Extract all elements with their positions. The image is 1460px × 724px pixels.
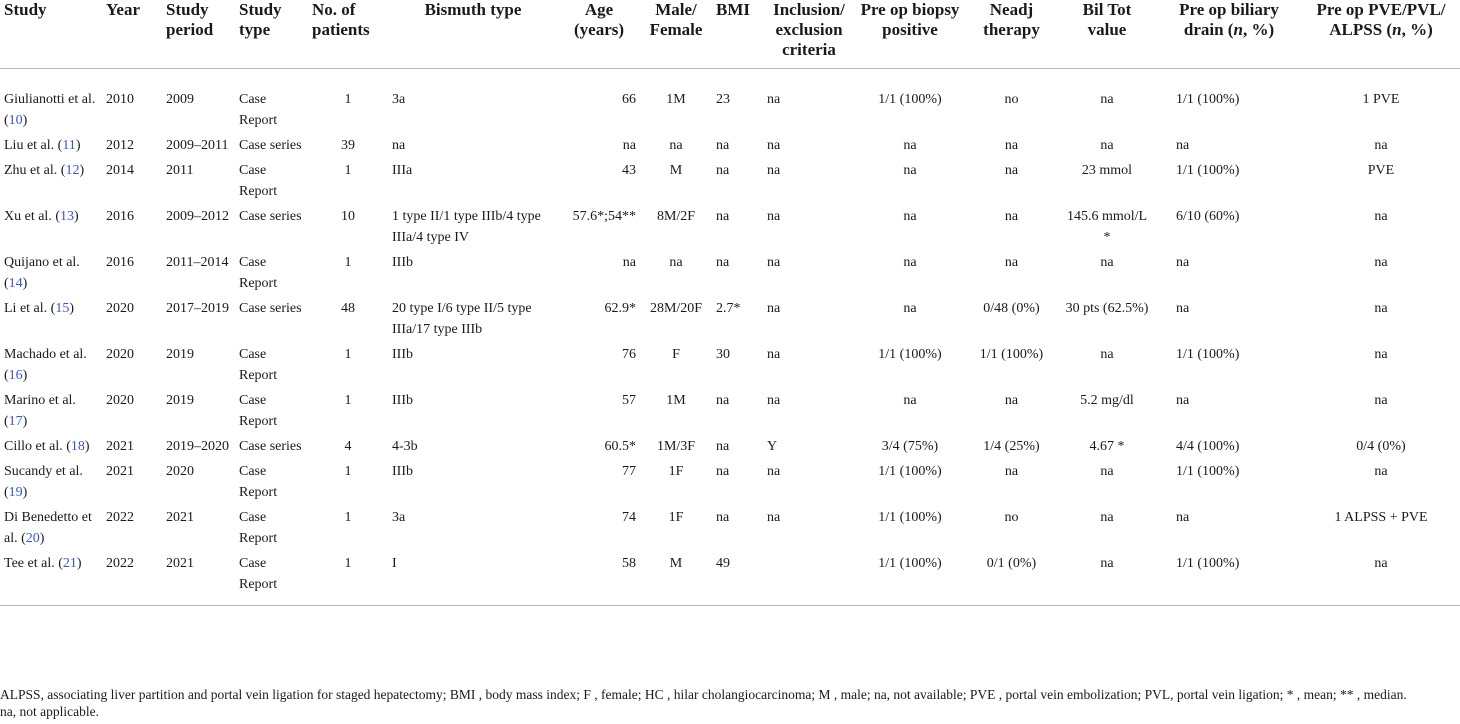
cell-neoadj: 1/1 (100%) bbox=[979, 347, 1044, 362]
cell-patients: 10 bbox=[341, 209, 355, 224]
cell-age: 66 bbox=[622, 92, 636, 107]
cell-drain: 1/1 (100%) bbox=[1176, 464, 1240, 479]
cell-bismuth: IIIb bbox=[392, 464, 413, 479]
cell-neoadj: 1/4 (25%) bbox=[983, 439, 1040, 454]
cell-drain: 4/4 (100%) bbox=[1176, 439, 1240, 454]
cell-period: 2019 bbox=[166, 347, 194, 362]
study-name: Quijano et al. bbox=[4, 255, 80, 270]
reference-link[interactable]: 19 bbox=[8, 485, 23, 500]
cell-bil: 4.67 * bbox=[1089, 439, 1125, 454]
cell-study: Xu et al. (13) bbox=[4, 209, 79, 224]
cell-study: Machado et al. (16) bbox=[4, 347, 87, 383]
reference-link[interactable]: 20 bbox=[25, 531, 40, 546]
study-name: Tee et al. bbox=[4, 556, 55, 571]
study-name: Sucandy et al. bbox=[4, 464, 83, 479]
study-name: Zhu et al. bbox=[4, 163, 58, 178]
cell-drain: 1/1 (100%) bbox=[1176, 163, 1240, 178]
cell-age: 57.6*;54** bbox=[572, 209, 636, 224]
col-header-criteria: Inclusion/ exclusion criteria bbox=[773, 0, 845, 59]
cell-biopsy: 1/1 (100%) bbox=[878, 510, 942, 525]
cell-period: 2017–2019 bbox=[166, 301, 229, 316]
study-name: Giulianotti et al. bbox=[4, 92, 96, 107]
cell-study: Marino et al. (17) bbox=[4, 393, 76, 429]
cell-criteria: na bbox=[767, 255, 781, 270]
cell-neoadj: na bbox=[1004, 393, 1019, 408]
cell-criteria: Y bbox=[767, 439, 778, 454]
cell-criteria: na bbox=[767, 301, 781, 316]
cell-bismuth: IIIb bbox=[392, 347, 413, 362]
cell-bmi: 2.7* bbox=[716, 301, 741, 316]
cell-biopsy: na bbox=[903, 163, 917, 178]
cell-bismuth: 3a bbox=[392, 510, 406, 525]
cell-sex: 1M/3F bbox=[656, 439, 696, 454]
cell-biopsy: na bbox=[903, 393, 917, 408]
table-row bbox=[0, 252, 1460, 298]
cell-age: 77 bbox=[622, 464, 636, 479]
cell-pve: na bbox=[1374, 209, 1388, 224]
cell-sex: na bbox=[669, 255, 683, 270]
cell-year: 2014 bbox=[106, 163, 134, 178]
cell-study: Liu et al. (11) bbox=[4, 138, 81, 153]
cell-criteria: na bbox=[767, 510, 781, 525]
cell-patients: 1 bbox=[344, 556, 352, 571]
cell-age: na bbox=[622, 138, 636, 153]
cell-period: 2019–2020 bbox=[166, 439, 229, 454]
table-row bbox=[0, 553, 1460, 606]
cell-biopsy: 1/1 (100%) bbox=[878, 464, 942, 479]
cell-biopsy: 3/4 (75%) bbox=[881, 439, 939, 454]
cell-period: 2009–2011 bbox=[166, 138, 229, 153]
cell-bil: 30 pts (62.5%) bbox=[1065, 301, 1149, 316]
cell-age: 62.9* bbox=[604, 301, 636, 316]
cell-bmi: na bbox=[716, 163, 730, 178]
cell-period: 2009–2012 bbox=[166, 209, 229, 224]
cell-sex: 1M bbox=[666, 92, 686, 107]
cell-bmi: na bbox=[716, 464, 730, 479]
cell-bil: na bbox=[1100, 510, 1114, 525]
reference-link[interactable]: 15 bbox=[55, 301, 70, 316]
table-row bbox=[0, 69, 1460, 136]
cell-period: 2011 bbox=[166, 163, 194, 178]
cell-study: Di Benedetto et al. (20) bbox=[4, 510, 92, 546]
cell-drain: na bbox=[1176, 393, 1190, 408]
cell-pve: na bbox=[1374, 255, 1388, 270]
table-footnote bbox=[0, 686, 1460, 720]
cell-sex: 28M/20F bbox=[649, 301, 703, 316]
cell-type: Case series bbox=[239, 209, 302, 224]
cell-drain: na bbox=[1176, 255, 1190, 270]
cell-bismuth: 1 type II/1 type IIIb/4 type IIIa/4 type IV bbox=[392, 209, 541, 245]
study-name: Machado et al. bbox=[4, 347, 87, 362]
cell-age: 76 bbox=[622, 347, 636, 362]
cell-criteria: na bbox=[767, 163, 781, 178]
cell-drain: 6/10 (60%) bbox=[1176, 209, 1240, 224]
cell-patients: 4 bbox=[344, 439, 352, 454]
cell-biopsy: na bbox=[903, 301, 917, 316]
col-header-patients: No. of patients bbox=[312, 0, 370, 39]
cell-patients: 48 bbox=[341, 301, 355, 316]
cell-bmi: na bbox=[716, 209, 730, 224]
cell-criteria: na bbox=[767, 138, 781, 153]
col-header-pve: Pre op PVE/PVL/ ALPSS (n, %) bbox=[1316, 0, 1446, 39]
footnote-abbreviations: ALPSS, associating liver partition and portal vein ligation for staged hepatectomy; BMI , body mass index; F , female; HC , hilar cholangiocarcinoma; M , male; na, not available; PVE , portal vein embolization; PVL, portal vein ligation; * , mean; ** , median. bbox=[0, 687, 1407, 702]
cell-biopsy: 1/1 (100%) bbox=[878, 347, 942, 362]
cell-neoadj: no bbox=[1004, 92, 1019, 107]
study-name: Di Benedetto et al. bbox=[4, 510, 92, 546]
footnote-na: na, not applicable. bbox=[0, 704, 99, 719]
cell-type: Case Report bbox=[239, 347, 278, 383]
reference-link[interactable]: 13 bbox=[60, 209, 74, 224]
cell-age: 57 bbox=[622, 393, 636, 408]
table-row bbox=[0, 461, 1460, 507]
cell-age: 74 bbox=[622, 510, 636, 525]
cell-sex: F bbox=[672, 347, 680, 362]
cell-bismuth: na bbox=[392, 138, 406, 153]
cell-type: Case Report bbox=[239, 464, 278, 500]
cell-type: Case Report bbox=[239, 393, 278, 429]
cell-bmi: na bbox=[716, 138, 730, 153]
cell-neoadj: na bbox=[1004, 255, 1019, 270]
cell-period: 2009 bbox=[166, 92, 194, 107]
cell-study: Cillo et al. (18) bbox=[4, 439, 90, 454]
study-name: Cillo et al. bbox=[4, 439, 63, 454]
cell-neoadj: na bbox=[1004, 138, 1019, 153]
cell-pve: 1 ALPSS + PVE bbox=[1334, 510, 1428, 525]
cell-biopsy: na bbox=[903, 209, 917, 224]
cell-year: 2022 bbox=[106, 556, 134, 571]
cell-neoadj: na bbox=[1004, 163, 1019, 178]
col-header-year: Year bbox=[106, 0, 140, 19]
cell-drain: na bbox=[1176, 510, 1190, 525]
cell-drain: 1/1 (100%) bbox=[1176, 347, 1240, 362]
cell-neoadj: no bbox=[1004, 510, 1019, 525]
cell-type: Case Report bbox=[239, 163, 278, 199]
col-header-bmi: BMI bbox=[716, 0, 750, 19]
cell-year: 2020 bbox=[106, 347, 134, 362]
cell-year: 2010 bbox=[106, 92, 134, 107]
cell-study: Li et al. (15) bbox=[4, 301, 74, 316]
reference-link[interactable]: 16 bbox=[8, 368, 23, 383]
cell-sex: 1M bbox=[666, 393, 686, 408]
cell-age: 58 bbox=[622, 556, 636, 571]
cell-period: 2021 bbox=[166, 510, 194, 525]
cell-bil: na bbox=[1100, 92, 1114, 107]
reference-link[interactable]: 17 bbox=[8, 414, 23, 429]
cell-type: Case series bbox=[239, 301, 302, 316]
cell-patients: 1 bbox=[344, 510, 352, 525]
table-row bbox=[0, 298, 1460, 344]
cell-bmi: na bbox=[716, 510, 730, 525]
cell-criteria: na bbox=[767, 209, 781, 224]
cell-bmi: na bbox=[716, 255, 730, 270]
cell-drain: 1/1 (100%) bbox=[1176, 556, 1240, 571]
cell-biopsy: 1/1 (100%) bbox=[878, 92, 942, 107]
col-header-study-type: Study type bbox=[239, 0, 282, 39]
table-row bbox=[0, 344, 1460, 390]
cell-bismuth: 20 type I/6 type II/5 type IIIa/17 type IIIb bbox=[392, 301, 532, 337]
cell-pve: na bbox=[1374, 393, 1388, 408]
cell-study: Sucandy et al. (19) bbox=[4, 464, 83, 500]
cell-period: 2020 bbox=[166, 464, 194, 479]
cell-drain: na bbox=[1176, 138, 1190, 153]
cell-type: Case Report bbox=[239, 255, 278, 291]
col-header-biliary-drain: Pre op biliary drain (n, %) bbox=[1179, 0, 1279, 39]
col-header-study-period: Study period bbox=[166, 0, 214, 39]
table-header-row bbox=[0, 0, 1460, 69]
cell-year: 2012 bbox=[106, 138, 134, 153]
cell-study: Tee et al. (21) bbox=[4, 556, 82, 571]
cell-period: 2021 bbox=[166, 556, 194, 571]
cell-sex: 8M/2F bbox=[656, 209, 696, 224]
cell-sex: M bbox=[669, 163, 683, 178]
cell-neoadj: na bbox=[1004, 464, 1019, 479]
cell-bil: na bbox=[1100, 347, 1114, 362]
cell-pve: na bbox=[1374, 138, 1388, 153]
cell-pve: 0/4 (0%) bbox=[1356, 439, 1406, 454]
cell-age: na bbox=[622, 255, 636, 270]
cell-criteria: na bbox=[767, 92, 781, 107]
cell-criteria bbox=[763, 553, 855, 606]
cell-type: Case series bbox=[239, 439, 302, 454]
cell-biopsy: na bbox=[903, 138, 917, 153]
cell-type: Case series bbox=[239, 138, 302, 153]
cell-patients: 1 bbox=[344, 255, 352, 270]
cell-period: 2011–2014 bbox=[166, 255, 229, 270]
cell-bil: na bbox=[1100, 138, 1114, 153]
cell-bismuth: 3a bbox=[392, 92, 406, 107]
cell-biopsy: na bbox=[903, 255, 917, 270]
cell-pve: na bbox=[1374, 347, 1388, 362]
col-header-bismuth: Bismuth type bbox=[424, 0, 522, 19]
cell-neoadj: 0/48 (0%) bbox=[983, 301, 1040, 316]
table-row bbox=[0, 160, 1460, 206]
cell-bil: 23 mmol bbox=[1081, 163, 1133, 178]
cell-bil: 5.2 mg/dl bbox=[1080, 393, 1134, 408]
reference-link[interactable]: 18 bbox=[70, 439, 85, 454]
cell-patients: 1 bbox=[344, 347, 352, 362]
study-name: Li et al. bbox=[4, 301, 48, 316]
cell-type: Case Report bbox=[239, 556, 278, 592]
cell-bmi: 30 bbox=[716, 347, 730, 362]
cell-study: Quijano et al. (14) bbox=[4, 255, 80, 291]
cell-bmi: na bbox=[716, 393, 730, 408]
col-header-sex: Male/ Female bbox=[649, 0, 703, 39]
cell-patients: 1 bbox=[344, 464, 352, 479]
cell-sex: na bbox=[669, 138, 683, 153]
cell-year: 2021 bbox=[106, 464, 134, 479]
cell-age: 43 bbox=[622, 163, 636, 178]
cell-drain: 1/1 (100%) bbox=[1176, 92, 1240, 107]
cell-patients: 39 bbox=[341, 138, 355, 153]
cell-patients: 1 bbox=[344, 163, 352, 178]
study-name: Marino et al. bbox=[4, 393, 76, 408]
cell-criteria: na bbox=[767, 464, 781, 479]
cell-year: 2016 bbox=[106, 209, 134, 224]
cell-criteria: na bbox=[767, 393, 781, 408]
cell-bismuth: IIIb bbox=[392, 393, 413, 408]
cell-period: 2019 bbox=[166, 393, 194, 408]
cell-criteria: na bbox=[767, 347, 781, 362]
reference-link[interactable]: 10 bbox=[8, 113, 23, 128]
cell-pve: PVE bbox=[1367, 163, 1395, 178]
cell-bil: 145.6 mmol/L * bbox=[1066, 209, 1148, 245]
cell-drain: na bbox=[1176, 301, 1190, 316]
cell-sex: 1F bbox=[668, 464, 684, 479]
cell-year: 2020 bbox=[106, 393, 134, 408]
cell-bil: na bbox=[1100, 255, 1114, 270]
reference-link[interactable]: 12 bbox=[65, 163, 80, 178]
cell-bmi: 23 bbox=[716, 92, 730, 107]
cell-pve: na bbox=[1374, 464, 1388, 479]
cell-study: Giulianotti et al. (10) bbox=[4, 92, 96, 128]
cell-bmi: na bbox=[716, 439, 730, 454]
table-row bbox=[0, 436, 1460, 461]
cell-pve: na bbox=[1374, 556, 1388, 571]
cell-type: Case Report bbox=[239, 92, 278, 128]
cell-bismuth: IIIa bbox=[392, 163, 413, 178]
cell-type: Case Report bbox=[239, 510, 278, 546]
reference-link[interactable]: 21 bbox=[62, 556, 77, 571]
col-header-biopsy: Pre op biopsy positive bbox=[860, 0, 960, 39]
study-name: Liu et al. bbox=[4, 138, 55, 153]
cell-neoadj: 0/1 (0%) bbox=[986, 556, 1037, 571]
col-header-bil-tot: Bil Tot value bbox=[1082, 0, 1132, 39]
table-row bbox=[0, 206, 1460, 252]
cell-bismuth: 4-3b bbox=[392, 439, 418, 454]
cell-year: 2022 bbox=[106, 510, 134, 525]
cell-pve: na bbox=[1374, 301, 1388, 316]
cell-year: 2021 bbox=[106, 439, 134, 454]
cell-pve: 1 PVE bbox=[1362, 92, 1400, 107]
cell-bmi: 49 bbox=[716, 556, 730, 571]
col-header-neoadj: Neadj therapy bbox=[983, 0, 1040, 39]
cell-patients: 1 bbox=[344, 92, 352, 107]
cell-bil: na bbox=[1100, 556, 1114, 571]
col-header-age: Age (years) bbox=[573, 0, 625, 39]
cell-patients: 1 bbox=[344, 393, 352, 408]
cell-bismuth: I bbox=[392, 556, 397, 571]
cell-neoadj: na bbox=[1004, 209, 1019, 224]
study-name: Xu et al. bbox=[4, 209, 52, 224]
cell-bil: na bbox=[1100, 464, 1114, 479]
table-row bbox=[0, 390, 1460, 436]
col-header-study: Study bbox=[4, 0, 47, 19]
cell-year: 2016 bbox=[106, 255, 134, 270]
table-row bbox=[0, 135, 1460, 160]
reference-link[interactable]: 14 bbox=[8, 276, 23, 291]
cell-year: 2020 bbox=[106, 301, 134, 316]
cell-biopsy: 1/1 (100%) bbox=[878, 556, 942, 571]
cell-sex: 1F bbox=[668, 510, 684, 525]
table-row bbox=[0, 507, 1460, 553]
cell-study: Zhu et al. (12) bbox=[4, 163, 85, 178]
cell-bismuth: IIIb bbox=[392, 255, 413, 270]
cell-age: 60.5* bbox=[604, 439, 636, 454]
cell-sex: M bbox=[669, 556, 683, 571]
reference-link[interactable]: 11 bbox=[62, 138, 76, 153]
